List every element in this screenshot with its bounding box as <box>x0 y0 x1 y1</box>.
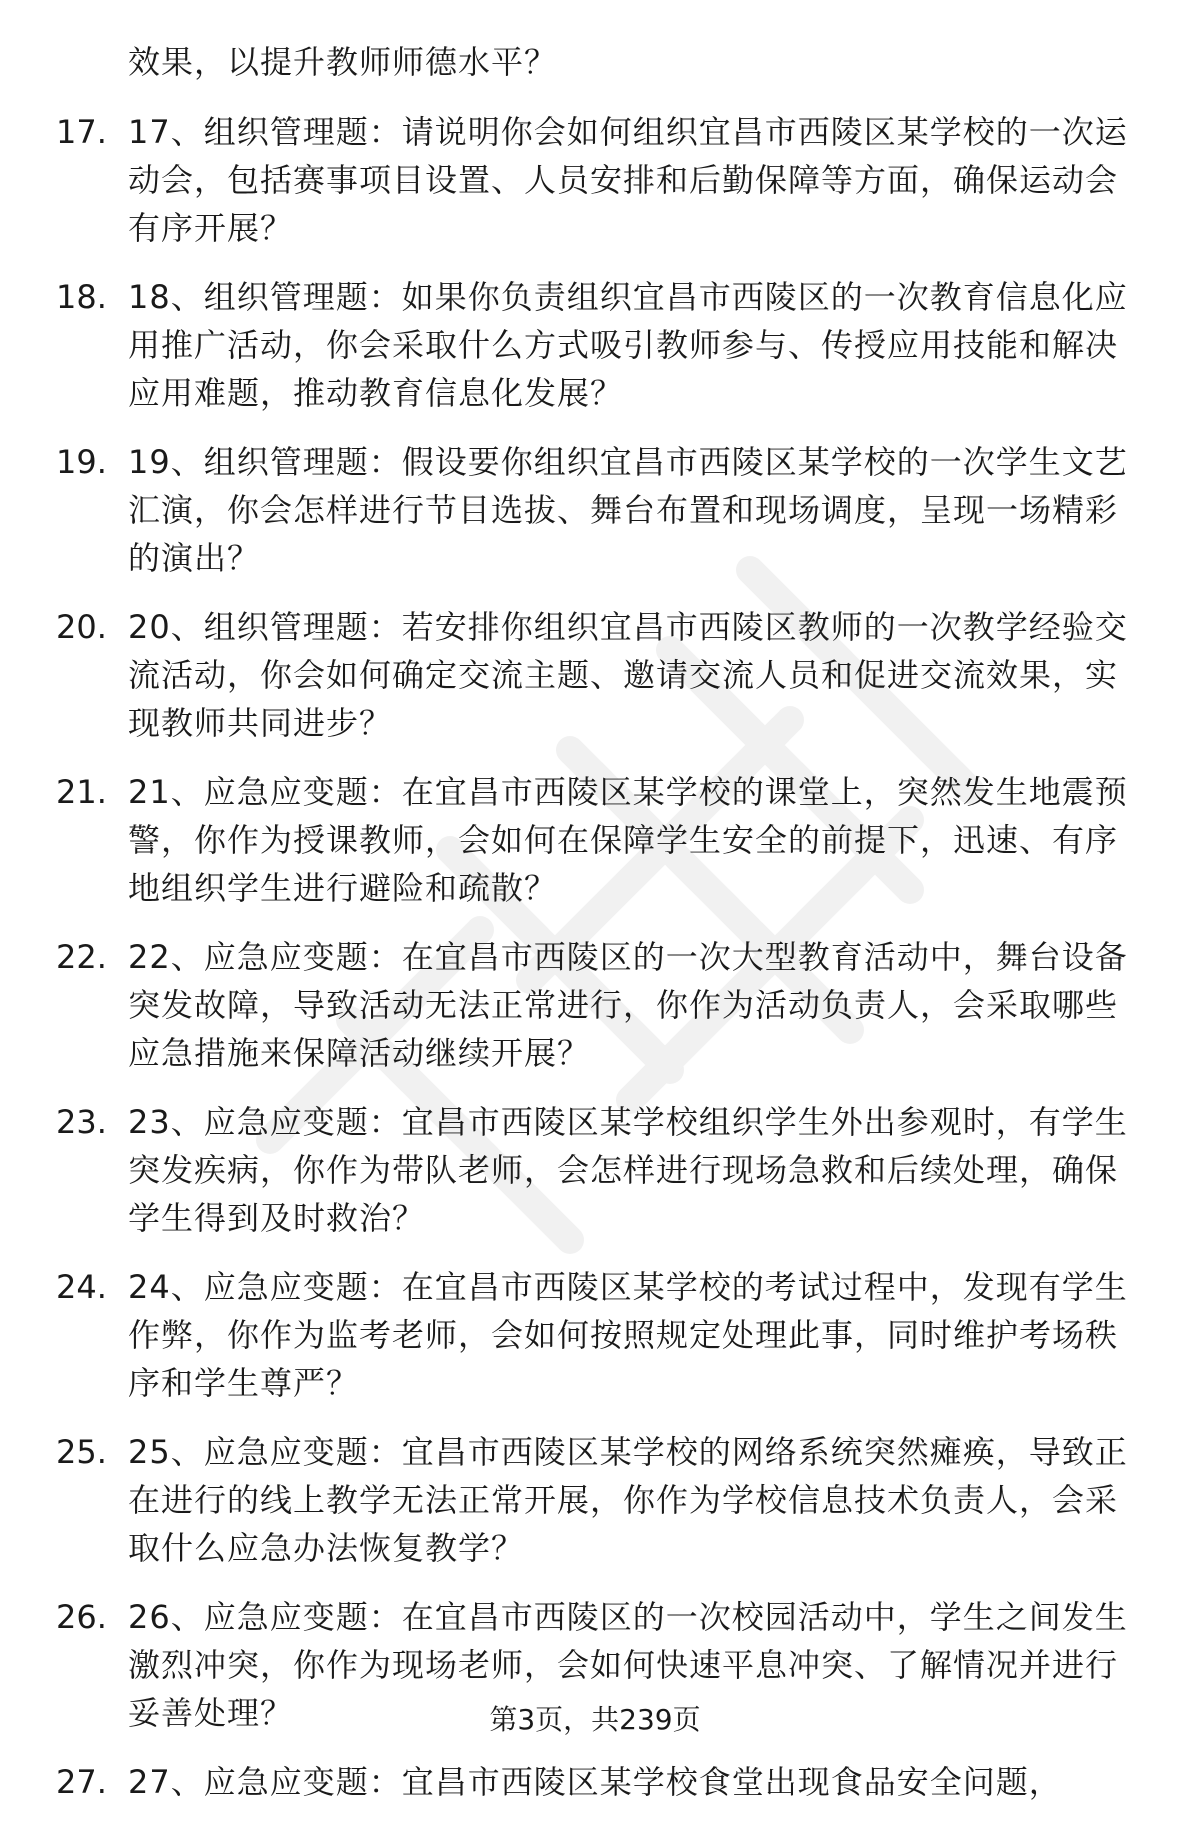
item-number: 18. <box>56 278 107 316</box>
item-text: 17、组织管理题：请说明你会如何组织宜昌市西陵区某学校的一次运动会，包括赛事项目设置、人员安排和后勤保障等方面，确保运动会有序开展？ <box>128 113 1128 247</box>
item-number: 27. <box>56 1763 107 1801</box>
item-text: 27、应急应变题：宜昌市西陵区某学校食堂出现食品安全问题， <box>128 1763 1062 1801</box>
item-text: 21、应急应变题：在宜昌市西陵区某学校的课堂上，突然发生地震预警，你作为授课教师，会如何在保障学生安全的前提下，迅速、有序地组织学生进行避险和疏散？ <box>128 773 1128 907</box>
list-item <box>56 1428 1146 1572</box>
list-item <box>56 108 1146 252</box>
item-text: 23、应急应变题：宜昌市西陵区某学校组织学生外出参观时，有学生突发疾病，你作为带队老师，会怎样进行现场急救和后续处理，确保学生得到及时救治？ <box>128 1103 1128 1237</box>
continuation-text: 效果，以提升教师师德水平？ <box>128 43 558 81</box>
question-list <box>56 38 1146 1827</box>
item-number: 23. <box>56 1103 107 1141</box>
list-item <box>56 1758 1146 1806</box>
list-item <box>56 273 1146 417</box>
item-number: 24. <box>56 1268 107 1306</box>
item-text: 24、应急应变题：在宜昌市西陵区某学校的考试过程中，发现有学生作弊，你作为监考老师，会如何按照规定处理此事，同时维护考场秩序和学生尊严？ <box>128 1268 1128 1402</box>
page-footer: 第3页，共239页 <box>489 1703 701 1736</box>
item-number: 19. <box>56 443 107 481</box>
list-item <box>56 933 1146 1077</box>
item-text: 18、组织管理题：如果你负责组织宜昌市西陵区的一次教育信息化应用推广活动，你会采取什么方式吸引教师参与、传授应用技能和解决应用难题，推动教育信息化发展？ <box>128 278 1128 412</box>
item-number: 20. <box>56 608 107 646</box>
item-number: 17. <box>56 113 107 151</box>
item-text: 26、应急应变题：在宜昌市西陵区的一次校园活动中，学生之间发生激烈冲突，你作为现场老师，会如何快速平息冲突、了解情况并进行妥善处理？ <box>128 1598 1128 1732</box>
item-number: 25. <box>56 1433 107 1471</box>
item-text: 22、应急应变题：在宜昌市西陵区的一次大型教育活动中，舞台设备突发故障，导致活动无法正常进行，你作为活动负责人，会采取哪些应急措施来保障活动继续开展？ <box>128 938 1128 1072</box>
item-number: 21. <box>56 773 107 811</box>
item-text: 19、组织管理题：假设要你组织宜昌市西陵区某学校的一次学生文艺汇演，你会怎样进行节目选拔、舞台布置和现场调度，呈现一场精彩的演出？ <box>128 443 1128 577</box>
list-item <box>56 768 1146 912</box>
list-item <box>56 1098 1146 1242</box>
item-number: 22. <box>56 938 107 976</box>
item-number: 26. <box>56 1598 107 1636</box>
item-text: 20、组织管理题：若安排你组织宜昌市西陵区教师的一次教学经验交流活动，你会如何确定交流主题、邀请交流人员和促进交流效果，实现教师共同进步？ <box>128 608 1128 742</box>
list-item <box>56 438 1146 582</box>
list-item <box>56 1263 1146 1407</box>
item-text: 25、应急应变题：宜昌市西陵区某学校的网络系统突然瘫痪，导致正在进行的线上教学无法正常开展，你作为学校信息技术负责人，会采取什么应急办法恢复教学？ <box>128 1433 1128 1567</box>
list-item <box>56 603 1146 747</box>
